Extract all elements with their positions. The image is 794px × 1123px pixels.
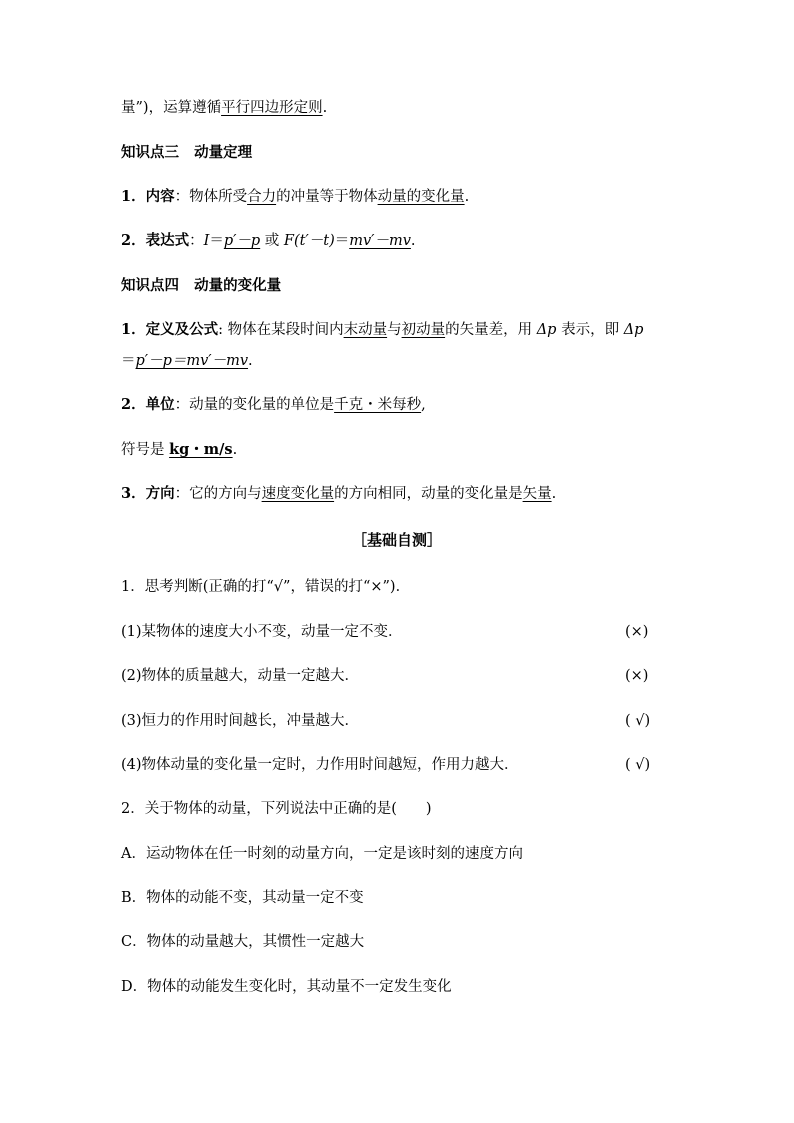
text: 与 [387, 322, 402, 338]
continued-line [121, 98, 327, 118]
item-label: 内容 [145, 188, 175, 205]
text: ＝ [334, 233, 350, 249]
answer-unit-symbol: kg・m/s [169, 441, 233, 458]
text: 量”)，运算遵循 [121, 100, 222, 116]
text: 的矢量差，用 [445, 322, 537, 338]
text: . [464, 189, 470, 205]
item-number: 1． [121, 321, 146, 338]
formula-var: Δp [536, 322, 557, 338]
judge-item-3: (3)恒力的作用时间越长，冲量越大． [121, 713, 360, 729]
item-number: 3． [121, 485, 146, 502]
self-test-heading: ［基础自测］ [351, 531, 442, 549]
theorem-content-line [121, 187, 469, 207]
answer-momentum-change: 动量的变化量 [377, 189, 465, 205]
formula-ft: F(t′－t) [283, 233, 335, 249]
judge-item-4: (4)物体动量的变化量一定时，力作用时间越短，作用力越大． [121, 757, 519, 773]
judge-mark-2: (×) [625, 668, 649, 684]
text: ：物体所受 [174, 189, 248, 205]
option-c: C．物体的动量越大，其惯性一定越大 [121, 934, 365, 950]
item-number: 1． [121, 188, 146, 205]
unit-symbol-line [121, 440, 237, 460]
text: ＝ [121, 353, 136, 369]
answer-initial-momentum: 初动量 [401, 322, 446, 338]
judge-mark-4: ( √) [625, 757, 651, 773]
option-b: B．物体的动能不变，其动量一定不变 [121, 890, 364, 906]
direction-line [121, 484, 556, 504]
definition-line-2 [121, 351, 253, 371]
answer-unit-name: 千克・米每秒 [334, 397, 422, 413]
answer-parallelogram-rule: 平行四边形定则 [221, 100, 323, 116]
theorem-expression-line [121, 231, 416, 251]
question-2: 2．关于物体的动量，下列说法中正确的是( ) [121, 801, 432, 817]
item-label: 方向 [145, 485, 175, 502]
section-title: 动量定理 [194, 144, 253, 161]
judge-mark-3: ( √) [625, 713, 651, 729]
text: 的冲量等于物体 [276, 189, 378, 205]
answer-delta-p-formula: p′－p＝mv′－mv [135, 353, 249, 369]
item-number: 2． [121, 396, 146, 413]
answer-velocity-change: 速度变化量 [261, 486, 335, 502]
text: ：它的方向与 [174, 486, 262, 502]
text: . [232, 442, 238, 458]
section-number: 知识点四 [121, 277, 179, 294]
item-label: 定义及公式 [145, 321, 219, 338]
section-heading-4 [121, 276, 281, 296]
definition-line [121, 320, 643, 340]
text: . [410, 233, 416, 249]
option-d: D．物体的动能发生变化时，其动量不一定发生变化 [121, 979, 452, 995]
option-a: A．运动物体在任一时刻的动量方向，一定是该时刻的速度方向 [121, 846, 523, 862]
answer-final-momentum: 末动量 [343, 322, 388, 338]
text: ：动量的变化量的单位是 [174, 397, 335, 413]
answer-formula-2: mv′－mv [349, 233, 411, 249]
answer-formula-1: p′－p [223, 233, 261, 249]
text: 的方向相同，动量的变化量是 [334, 486, 523, 502]
item-label: 表达式 [145, 232, 190, 249]
judge-item-1: (1)某物体的速度大小不变，动量一定不变． [121, 624, 403, 640]
judge-item-2: (2)物体的质量越大，动量一定越大． [121, 668, 360, 684]
unit-line [121, 395, 426, 415]
text: 表示，即 [556, 322, 624, 338]
section-title: 动量的变化量 [194, 277, 282, 294]
text: . [322, 100, 328, 116]
section-heading-3 [121, 143, 252, 163]
formula-var: I [203, 233, 210, 249]
text: 或 [260, 233, 284, 249]
text: : 物体在某段时间内 [218, 322, 344, 338]
text: . [248, 353, 253, 369]
text: ： [189, 233, 204, 249]
text: 符号是 [121, 442, 170, 458]
answer-net-force: 合力 [247, 189, 277, 205]
formula-var: Δp [623, 322, 644, 338]
question-1: 1．思考判断(正确的打“√”，错误的打“×”)． [121, 579, 411, 595]
text: ＝ [209, 233, 224, 249]
text: , [421, 397, 426, 413]
text: . [551, 486, 557, 502]
item-label: 单位 [145, 396, 175, 413]
section-number: 知识点三 [121, 144, 179, 161]
judge-mark-1: (×) [625, 624, 649, 640]
answer-vector: 矢量 [522, 486, 552, 502]
item-number: 2． [121, 232, 146, 249]
